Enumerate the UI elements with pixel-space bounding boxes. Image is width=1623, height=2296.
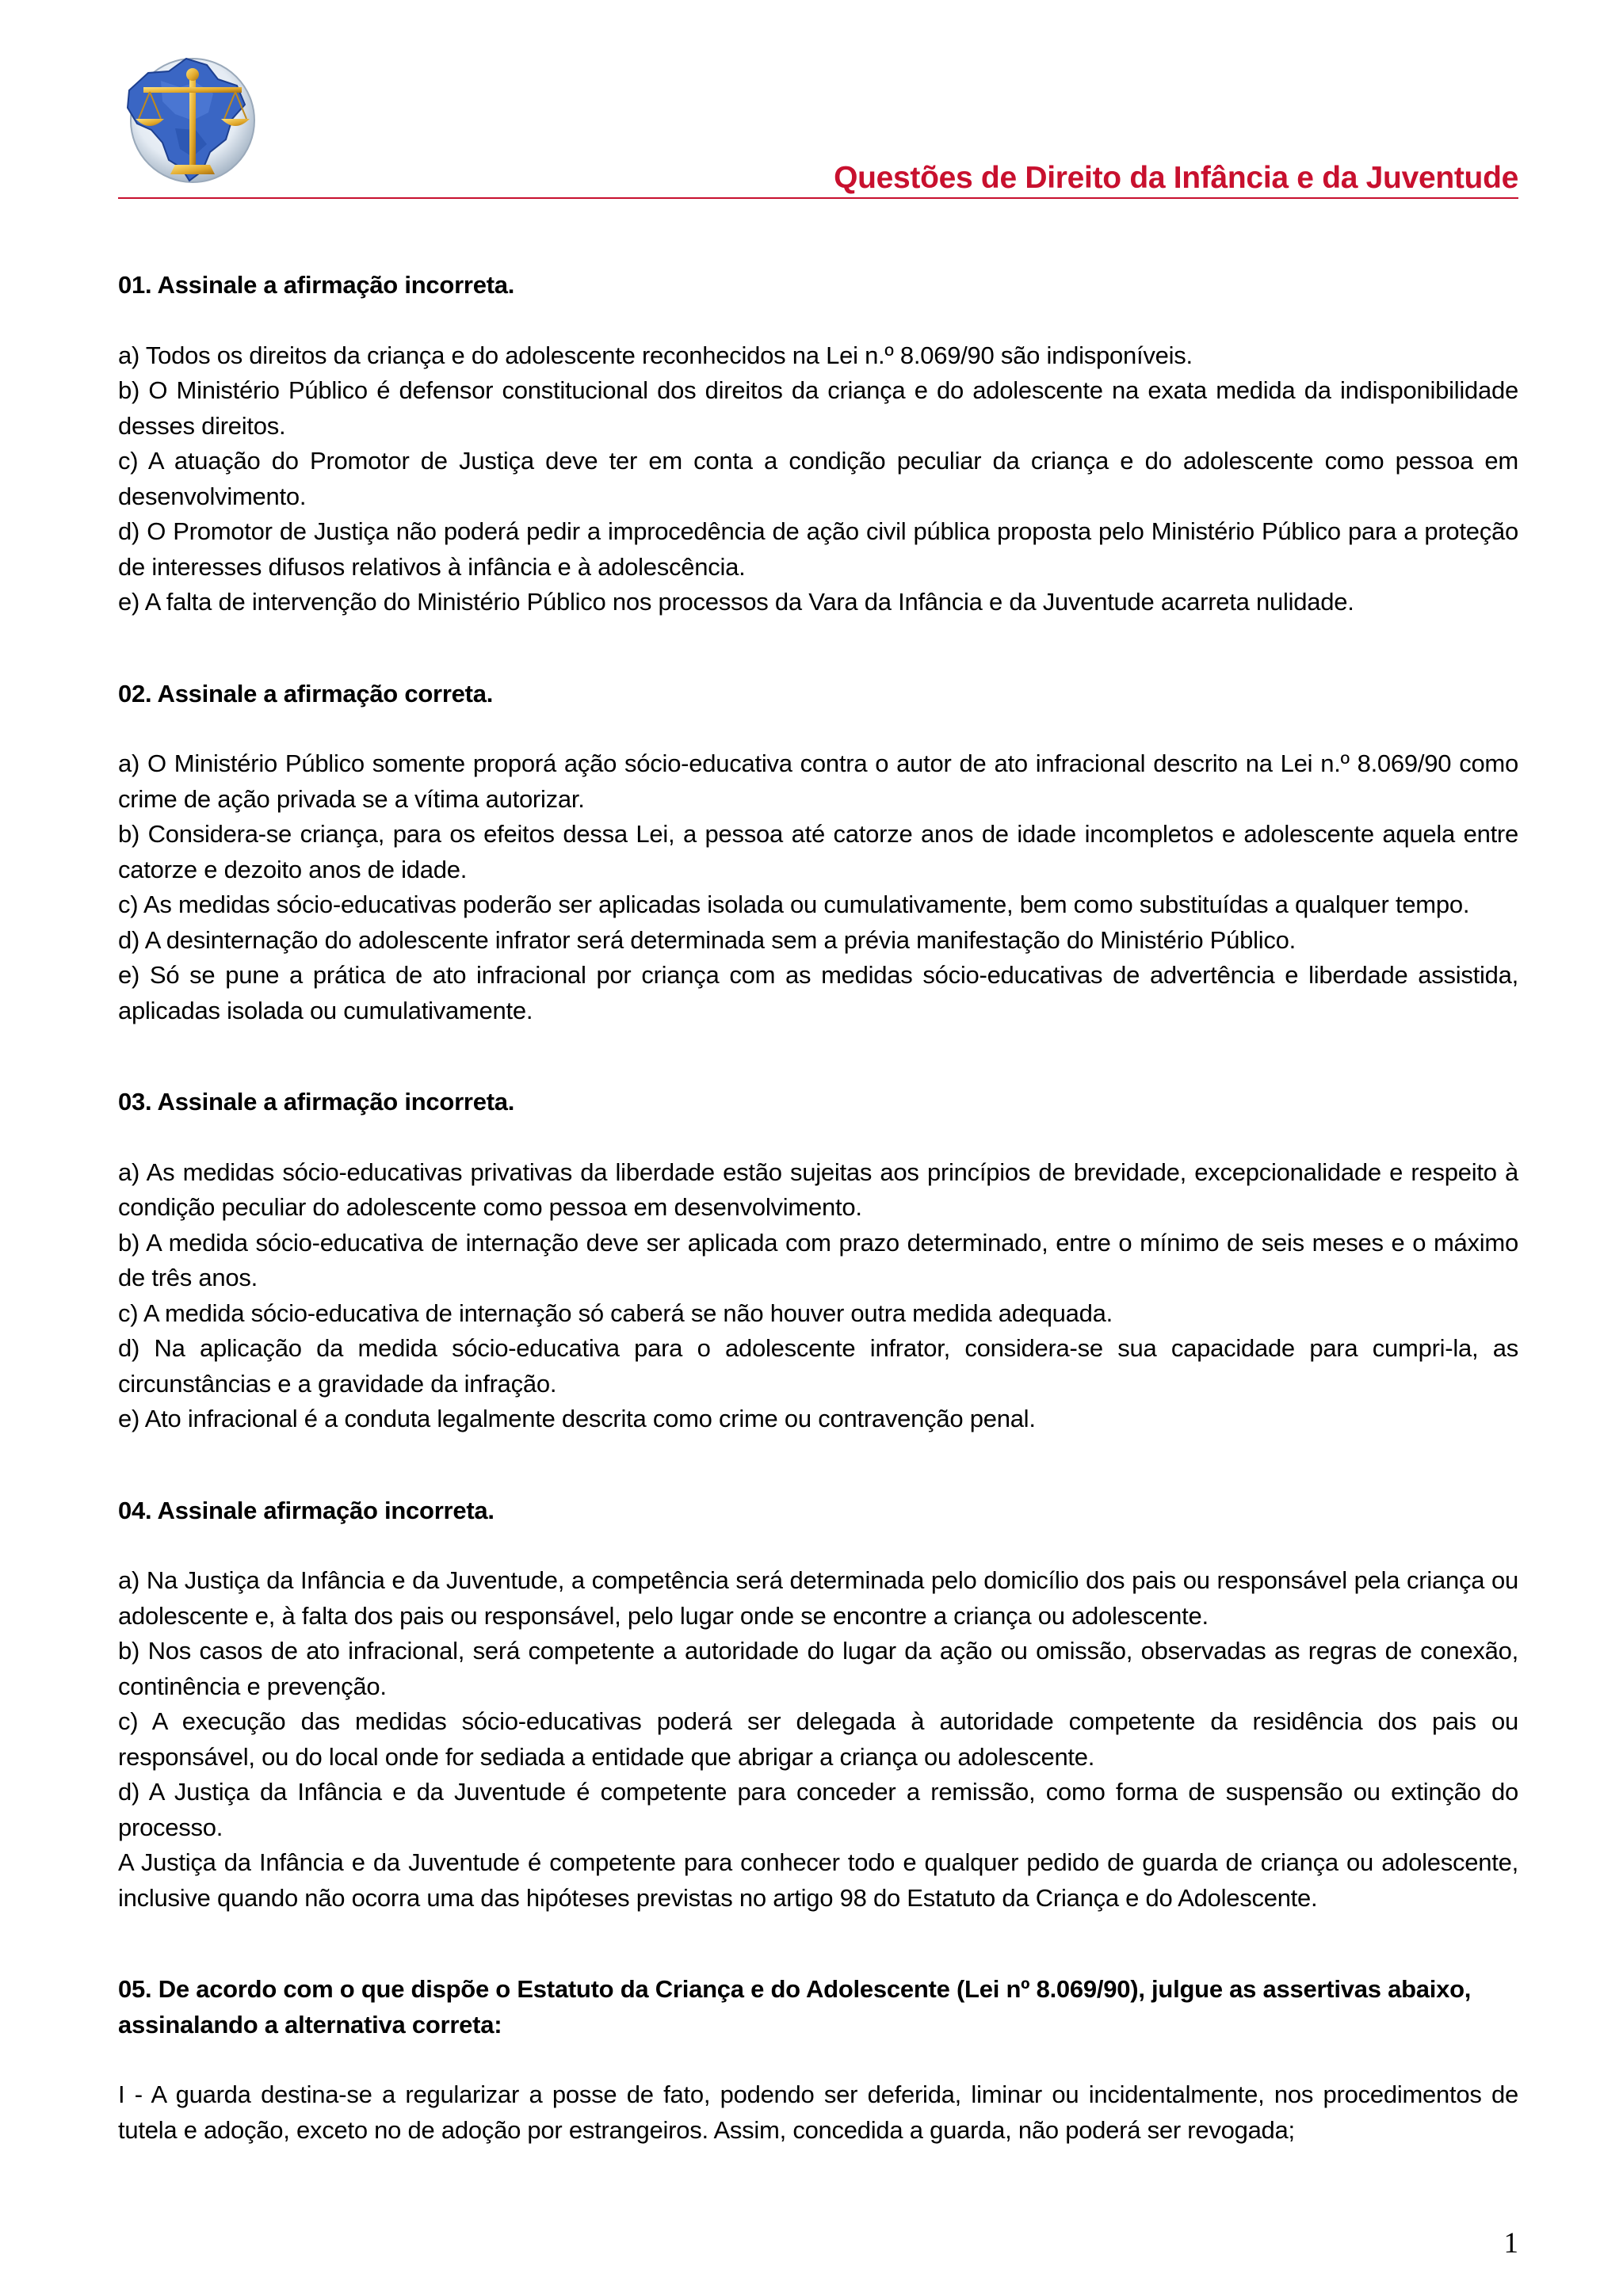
option-b: b) Considera-se criança, para os efeitos dessa Lei, a pessoa até catorze anos de idade incompletos e adolescente aquela entre catorze e dezoito anos de idade. bbox=[118, 820, 1518, 883]
question-title: 02. Assinale a afirmação correta. bbox=[118, 679, 494, 707]
question-title: 05. De acordo com o que dispõe o Estatuto da Criança e do Adolescente (Lei nº 8.069/90), julgue as assertivas abaixo, assinalando a alternativa correta: bbox=[118, 1975, 1472, 2039]
option-e: e) Ato infracional é a conduta legalmente descrita como crime ou contravenção penal. bbox=[118, 1405, 1036, 1432]
brazil-map-scales-of-justice-icon bbox=[113, 41, 258, 189]
header-divider bbox=[118, 197, 1518, 199]
option-d: d) Na aplicação da medida sócio-educativa para o adolescente infrator, considera-se sua capacidade para cumpri-la, as circunstâncias e a gravidade da infração. bbox=[118, 1334, 1518, 1398]
option-a: a) Na Justiça da Infância e da Juventude, a competência será determinada pelo domicílio dos pais ou responsável pela criança ou adolescente e, à falta dos pais ou responsável, pelo lugar onde se encontre a criança ou adolescente. bbox=[118, 1566, 1518, 1630]
question-title: 01. Assinale a afirmação incorreta. bbox=[118, 271, 515, 299]
option-d: d) O Promotor de Justiça não poderá pedir a improcedência de ação civil pública proposta pelo Ministério Público para a proteção de interesses difusos relativos à infância e à adolescência. bbox=[118, 517, 1518, 581]
option-e: e) A falta de intervenção do Ministério Público nos processos da Vara da Infância e da Juventude acarreta nulidade. bbox=[118, 588, 1354, 616]
document-body bbox=[118, 268, 1518, 2204]
question-title: 04. Assinale afirmação incorreta. bbox=[118, 1496, 495, 1524]
header-title: Questões de Direito da Infância e da Juventude bbox=[834, 161, 1518, 195]
option-e: e) Só se pune a prática de ato infracional por criança com as medidas sócio-educativas de advertência e liberdade assistida, aplicadas isolada ou cumulativamente. bbox=[118, 961, 1518, 1024]
option-c: c) A execução das medidas sócio-educativas poderá ser delegada à autoridade competente da residência dos pais ou responsável, ou do local onde for sediada a entidade que abrigar a criança ou adolescente. bbox=[118, 1707, 1518, 1771]
option-d: d) A desinternação do adolescente infrator será determinada sem a prévia manifestação do Ministério Público. bbox=[118, 925, 1296, 954]
option-a: a) O Ministério Público somente proporá ação sócio-educativa contra o autor de ato infracional descrito na Lei n.º 8.069/90 como crime de ação privada se a vítima autorizar. bbox=[118, 749, 1518, 813]
option-b: b) Nos casos de ato infracional, será competente a autoridade do lugar da ação ou omissão, observadas as regras de conexão, continência e prevenção. bbox=[118, 1637, 1518, 1700]
option-c: c) A medida sócio-educativa de internação só caberá se não houver outra medida adequada. bbox=[118, 1299, 1113, 1327]
page-number: 1 bbox=[1503, 2227, 1518, 2260]
option-a: a) As medidas sócio-educativas privativas da liberdade estão sujeitas aos princípios de brevidade, excepcionalidade e respeito à condição peculiar do adolescente como pessoa em desenvolvimento. bbox=[118, 1158, 1518, 1221]
option-b: b) A medida sócio-educativa de internação deve ser aplicada com prazo determinado, entre o mínimo de seis meses e o máximo de três anos. bbox=[118, 1228, 1518, 1291]
option-c: c) As medidas sócio-educativas poderão ser aplicadas isolada ou cumulativamente, bem como substituídas a qualquer tempo. bbox=[118, 891, 1470, 918]
option-b: b) O Ministério Público é defensor constitucional dos direitos da criança e do adolescente na exata medida da indisponibilidade desses direitos. bbox=[118, 376, 1518, 440]
option-d: d) A Justiça da Infância e da Juventude é competente para conceder a remissão, como forma de suspensão ou extinção do processo. bbox=[118, 1778, 1518, 1841]
assertion-i: I - A guarda destina-se a regularizar a posse de fato, podendo ser deferida, liminar ou incidentalmente, nos procedimentos de tutela e adoção, exceto no de adoção por estrangeiros. Assim, concedida a guarda, não poderá ser revogada; bbox=[118, 2081, 1518, 2144]
question-2 bbox=[118, 677, 1518, 1029]
question-4 bbox=[118, 1493, 1518, 1917]
question-5 bbox=[118, 1972, 1518, 2148]
question-1 bbox=[118, 268, 1518, 620]
question-title: 03. Assinale a afirmação incorreta. bbox=[118, 1088, 515, 1116]
option-a: a) Todos os direitos da criança e do adolescente reconhecidos na Lei n.º 8.069/90 são indisponíveis. bbox=[118, 341, 1193, 369]
question-3 bbox=[118, 1085, 1518, 1437]
option-e: A Justiça da Infância e da Juventude é competente para conhecer todo e qualquer pedido de guarda de criança ou adolescente, inclusive quando não ocorra uma das hipóteses previstas no artigo 98 do Estatuto da Criança e do Adolescente. bbox=[118, 1848, 1518, 1912]
option-c: c) A atuação do Promotor de Justiça deve ter em conta a condição peculiar da criança e do adolescente como pessoa em desenvolvimento. bbox=[118, 447, 1518, 510]
